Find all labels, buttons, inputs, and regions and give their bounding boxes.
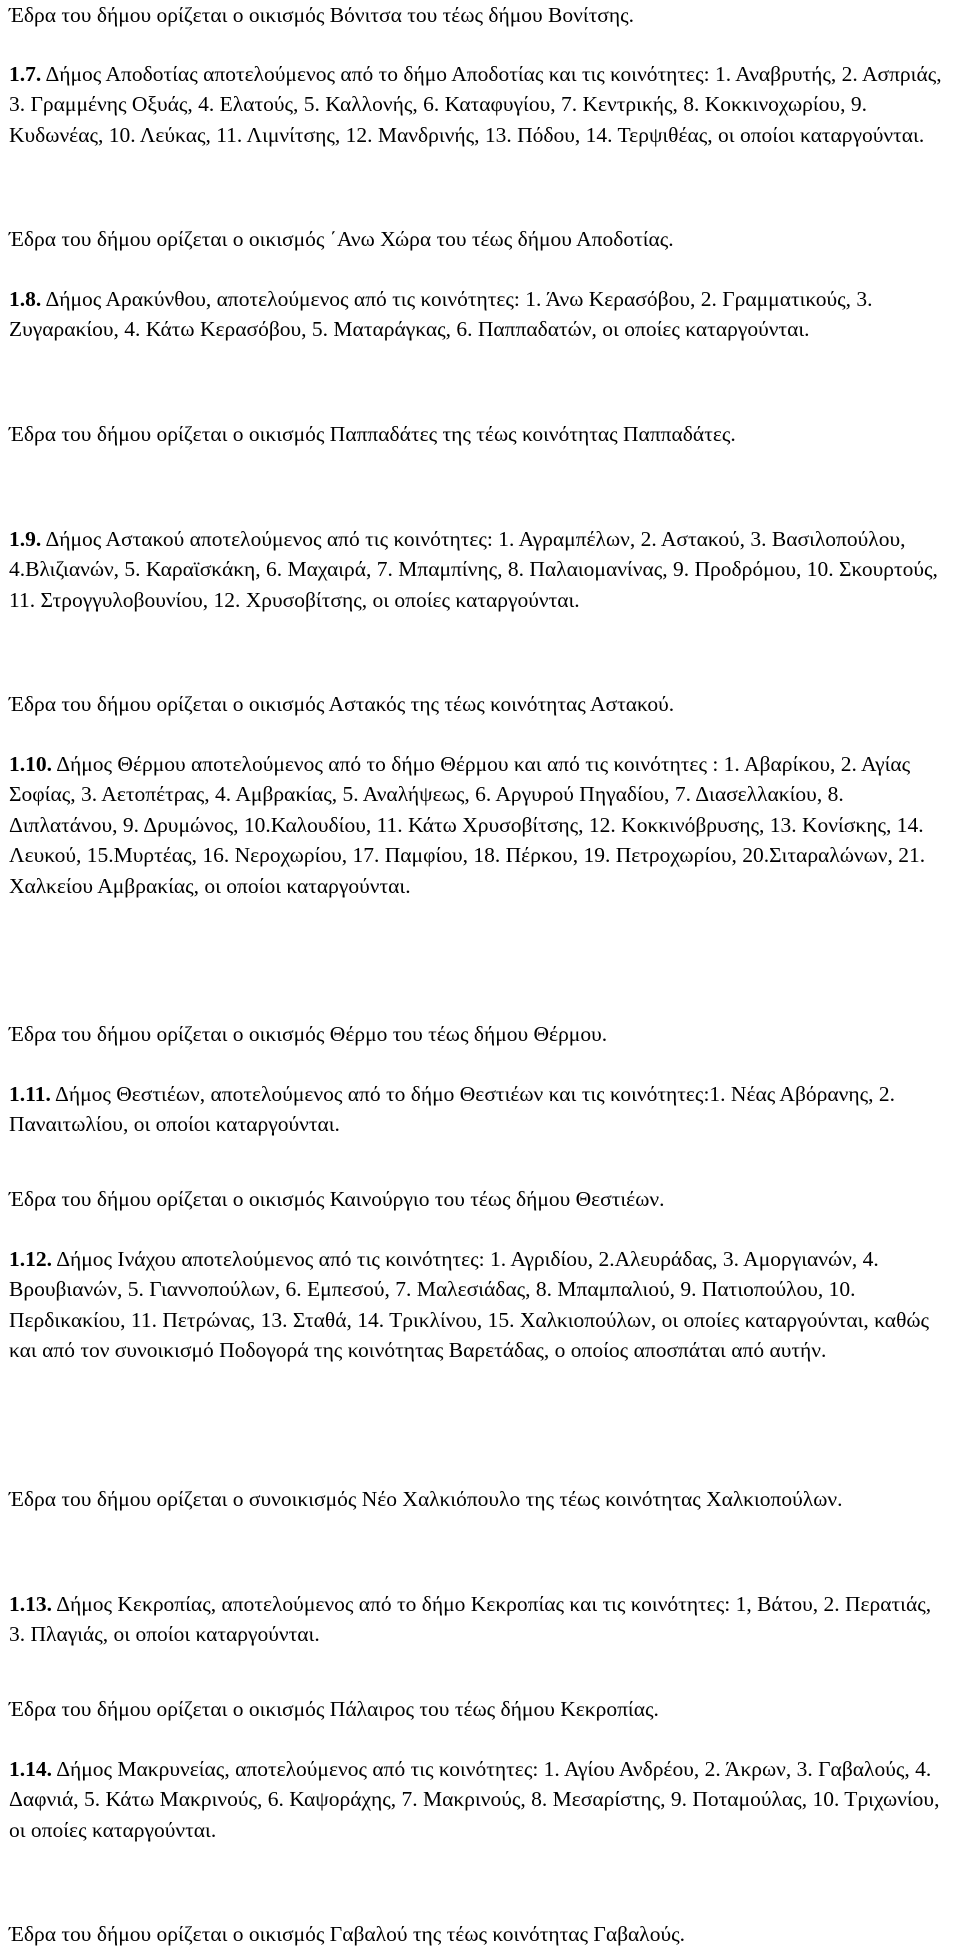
municipality-article [9,749,942,901]
seat-paragraph: Έδρα του δήμου ορίζεται ο οικισμός Αστακός της τέως κοινότητας Αστακού. [9,692,675,716]
article-number: 1.12. [9,1247,52,1271]
article-text: Δήμος Κεκροπίας, αποτελούμενος από το δήμο Κεκροπίας και τις κοινότητες: 1, Βάτου, 2. Περατιάς, 3. Πλαγιάς, οι οποίοι καταργούνται. [9,1592,932,1647]
municipality-article [9,284,942,345]
article-text: Δήμος Ινάχου αποτελούμενος από τις κοινότητες: 1. Αγριδίου, 2.Αλευράδας, 3. Αμοργιανών, 4. Βρουβιανών, 5. Γιαννοπούλων, 6. Εμπεσού, 7. Μαλεσιάδας, 8. Μπαμπαλιού, 9. Πατιοπούλου, 10. Περδικακίου, 11. Πετρώνας, 13. Σταθά, 14. Τρικλίνου, 15. Χαλκιοπούλων, οι οποίες καταργούνται, καθώς και από τον συνοικισμό Ποδογορά της κοινότητας Βαρετάδας, ο οποίος αποσπάται από αυτήν. [9,1247,930,1363]
municipality-article [9,1079,942,1140]
seat-paragraph: Έδρα του δήμου ορίζεται ο οικισμός Καινούργιο του τέως δήμου Θεστιέων. [9,1187,665,1211]
article-text: Δήμος Αρακύνθου, αποτελούμενος από τις κοινότητες: 1. Άνω Κερασόβου, 2. Γραμματικούς, 3. Ζυγαρακίου, 4. Κάτω Κερασόβου, 5. Ματαράγκας, 6. Παππαδατών, οι οποίες καταργούνται. [9,287,873,342]
article-text: Δήμος Μακρυνείας, αποτελούμενος από τις κοινότητες: 1. Αγίου Ανδρέου, 2. Άκρων, 3. Γαβαλούς, 4. Δαφνιά, 5. Κάτω Μακρινούς, 6. Καψοράχης, 7. Μακρινούς, 8. Μεσαρίστης, 9. Ποταμούλας, 10. Τριχωνίου, οι οποίες καταργούνται. [9,1757,940,1842]
seat-paragraph: Έδρα του δήμου ορίζεται ο οικισμός Πάλαιρος του τέως δήμου Κεκροπίας. [9,1697,659,1721]
municipality-article [9,524,942,615]
municipality-article [9,1754,942,1845]
seat-paragraph: Έδρα του δήμου ορίζεται ο οικισμός Θέρμο του τέως δήμου Θέρμου. [9,1022,608,1046]
seat-paragraph: Έδρα του δήμου ορίζεται ο οικισμός Παππαδάτες της τέως κοινότητας Παππαδάτες. [9,422,736,446]
article-text: Δήμος Θεστιέων, αποτελούμενος από το δήμο Θεστιέων και τις κοινότητες:1. Νέας Αβόρανης, 2. Παναιτωλίου, οι οποίοι καταργούνται. [9,1082,895,1137]
seat-paragraph: Έδρα του δήμου ορίζεται ο οικισμός Γαβαλού της τέως κοινότητας Γαβαλούς. [9,1922,686,1946]
article-number: 1.7. [9,62,42,86]
seat-paragraph: Έδρα του δήμου ορίζεται ο οικισμός ΄Ανω Χώρα του τέως δήμου Αποδοτίας. [9,227,674,251]
article-number: 1.14. [9,1757,52,1781]
seat-paragraph: Έδρα του δήμου ορίζεται ο συνοικισμός Νέο Χαλκιόπουλο της τέως κοινότητας Χαλκιοπούλων. [9,1487,843,1511]
municipality-article [9,1244,942,1366]
municipality-article [9,1589,942,1650]
article-text: Δήμος Αστακού αποτελούμενος από τις κοινότητες: 1. Αγραμπέλων, 2. Αστακού, 3. Βασιλοπούλου, 4.Βλιζιανών, 5. Καραϊσκάκη, 6. Μαχαιρά, 7. Μπαμπίνης, 8. Παλαιομανίνας, 9. Προδρόμου, 10. Σκουρτούς, 11. Στρογγυλοβουνίου, 12. Χρυσοβίτσης, οι οποίες καταργούνται. [9,527,938,612]
article-number: 1.9. [9,527,42,551]
seat-paragraph: Έδρα του δήμου ορίζεται ο οικισμός Βόνιτσα του τέως δήμου Βονίτσης. [9,3,635,27]
article-number: 1.8. [9,287,42,311]
article-number: 1.11. [9,1082,51,1106]
municipality-article [9,59,942,150]
article-text: Δήμος Θέρμου αποτελούμενος από το δήμο Θέρμου και από τις κοινότητες : 1. Αβαρίκου, 2. Αγίας Σοφίας, 3. Αετοπέτρας, 4. Αμβρακίας, 5. Αναλήψεως, 6. Αργυρού Πηγαδίου, 7. Διασελλακίου, 8. Διπλατάνου, 9. Δρυμώνος, 10.Καλουδίου, 11. Κάτω Χρυσοβίτσης, 12. Κοκκινόβρυσης, 13. Κονίσκης, 14. Λευκού, 15.Μυρτέας, 16. Νεροχωρίου, 17. Παμφίου, 18. Πέρκου, 19. Πετροχωρίου, 20.Σιταραλώνων, 21. Χαλκείου Αμβρακίας, οι οποίοι καταργούνται. [9,752,926,898]
article-text: Δήμος Αποδοτίας αποτελούμενος από το δήμο Αποδοτίας και τις κοινότητες: 1. Αναβρυτής, 2. Ασπριάς, 3. Γραμμένης Οξυάς, 4. Ελατούς, 5. Καλλονής, 6. Καταφυγίου, 7. Κεντρικής, 8. Κοκκινοχωρίου, 9. Κυδωνέας, 10. Λεύκας, 11. Λιμνίτσης, 12. Μανδρινής, 13. Πόδου, 14. Τερψιθέας, οι οποίοι καταργούνται. [9,62,942,147]
article-number: 1.13. [9,1592,52,1616]
article-number: 1.10. [9,752,52,776]
